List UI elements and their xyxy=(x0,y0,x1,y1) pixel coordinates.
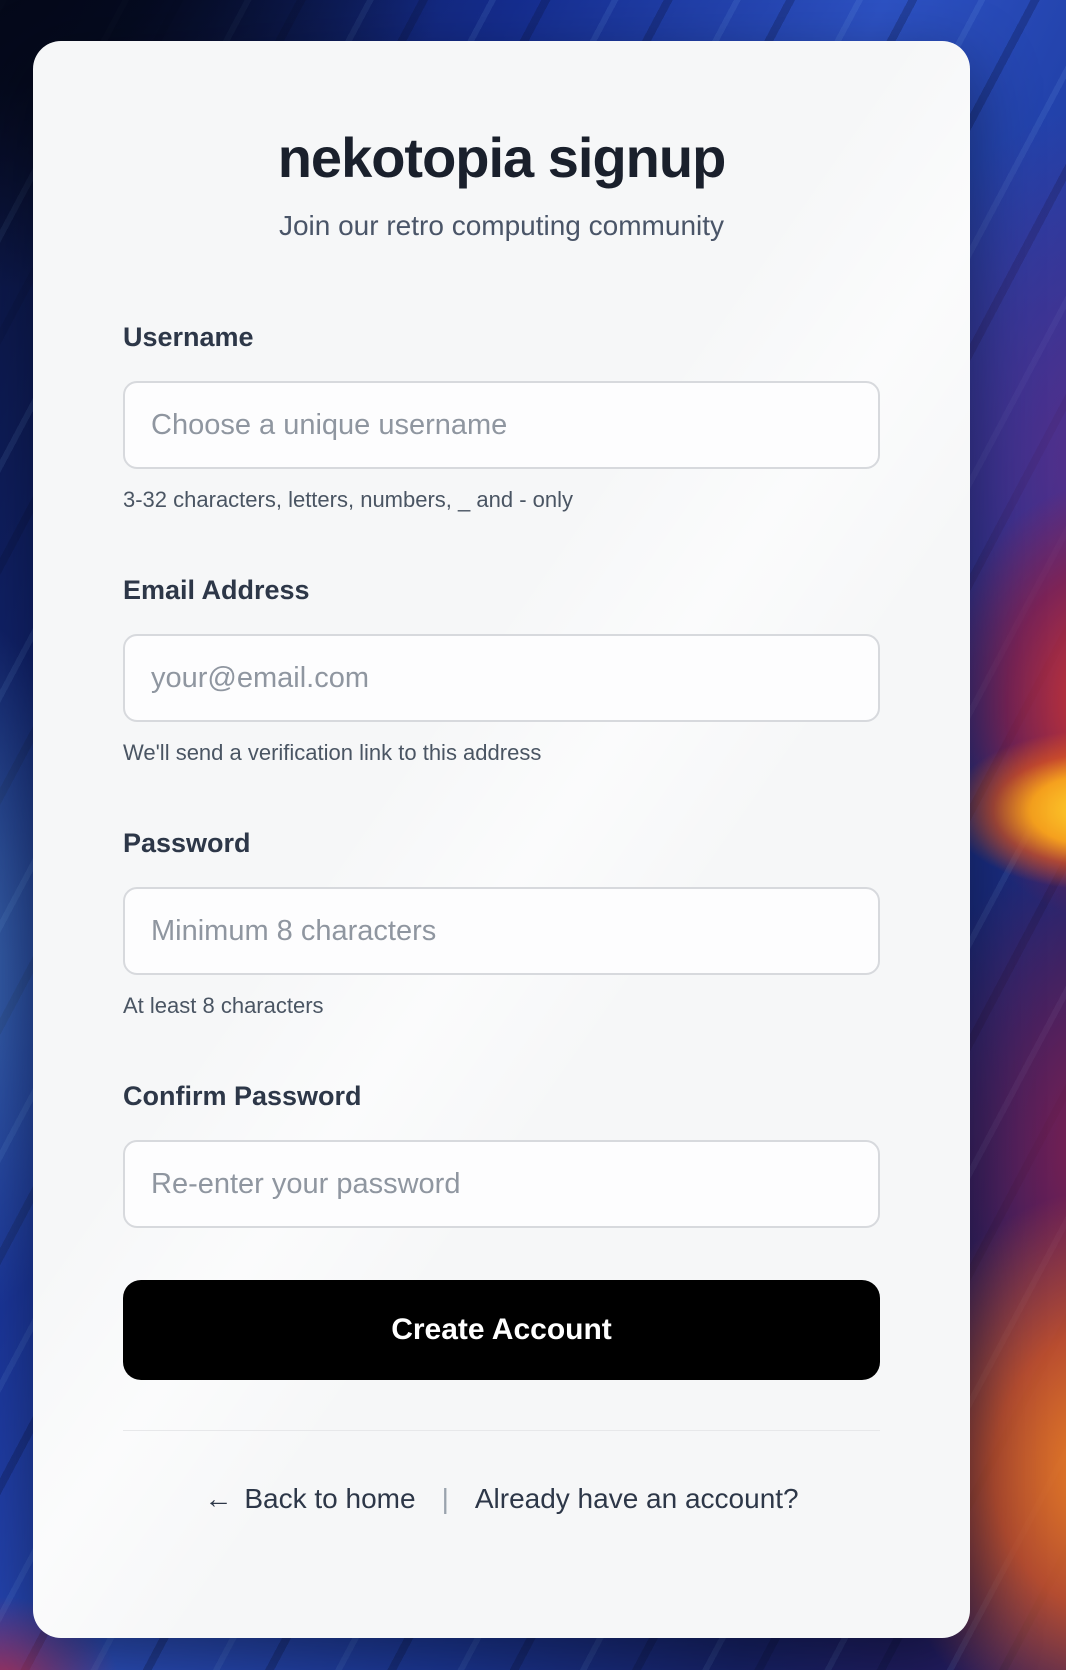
field-username xyxy=(123,322,880,513)
username-input[interactable] xyxy=(123,381,880,469)
back-to-home-link[interactable] xyxy=(204,1483,415,1515)
back-to-home-label: Back to home xyxy=(244,1483,416,1514)
footer-separator: | xyxy=(441,1483,449,1514)
login-link[interactable]: Already have an account? xyxy=(474,1483,799,1514)
signup-card xyxy=(33,41,970,1638)
page-subtitle: Join our retro computing community xyxy=(278,210,725,241)
field-password xyxy=(123,828,880,1019)
confirm-password-label: Confirm Password xyxy=(123,1081,362,1111)
field-email xyxy=(123,575,880,766)
password-label: Password xyxy=(123,828,251,858)
left-arrow-icon: ← xyxy=(204,1483,233,1514)
email-input[interactable] xyxy=(123,634,880,722)
email-hint: We'll send a verification link to this address xyxy=(123,740,542,765)
username-label: Username xyxy=(123,322,254,352)
password-hint: At least 8 characters xyxy=(123,993,324,1018)
email-label: Email Address xyxy=(123,575,310,605)
page-title: nekotopia signup xyxy=(277,126,726,189)
password-input[interactable] xyxy=(123,887,880,975)
footer-divider xyxy=(123,1430,880,1431)
username-hint: 3-32 characters, letters, numbers, _ and - only xyxy=(123,487,573,512)
footer-links xyxy=(123,1483,880,1515)
field-confirm-password xyxy=(123,1081,880,1228)
confirm-password-input[interactable] xyxy=(123,1140,880,1228)
create-account-button[interactable]: Create Account xyxy=(123,1280,880,1380)
